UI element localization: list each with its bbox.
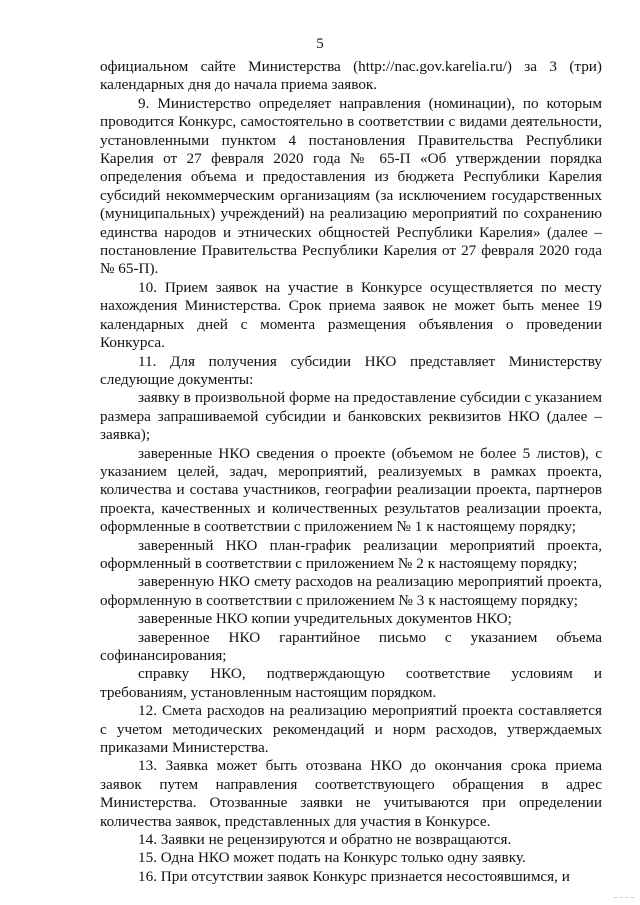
document-body [100, 58, 602, 886]
list-item-application: заявку в произвольной форме на предоставление субсидии с указанием размера запрашиваемой субсидии и банковских реквизитов НКО (далее – заявка); [100, 389, 602, 444]
scan-artifact [614, 897, 634, 901]
paragraph-10: 10. Прием заявок на участие в Конкурсе осуществляется по месту нахождения Министерства. Срок приема заявок не может быть менее 19 календарных дней с момента размещения объявления о проведении Конкурса. [100, 278, 602, 352]
paragraph-11: 11. Для получения субсидии НКО представляет Министерству следующие документы: [100, 352, 602, 388]
list-item-project-info: заверенные НКО сведения о проекте (объемом не более 5 листов), с указанием целей, задач, мероприятий, реализуемых в рамках проекта, количества и состава участников, географии реализации проекта, партнеров проекта, качественных и количественных результатов реализации проекта, оформленные в соответствии с приложением № 1 к настоящему порядку; [100, 444, 602, 536]
paragraph-8-continuation: официальном сайте Министерства (http://nac.gov.karelia.ru/) за 3 (три) календарных дня до начала приема заявок. [100, 58, 602, 94]
list-item-guarantee-letter: заверенное НКО гарантийное письмо с указанием объема софинансирования; [100, 628, 602, 664]
page-number: 5 [316, 36, 324, 52]
paragraph-9: 9. Министерство определяет направления (номинации), по которым проводится Конкурс, самостоятельно в соответствии с видами деятельности, установленными пунктом 4 постановления Правительства Республики Карелия от 27 февраля 2020 года № 65-П «Об утверждении порядка определения объема и предоставления из бюджета Республики Карелия субсидий некоммерческим организациям (за исключением государственных (муниципальных) учреждений) на реализацию мероприятий по сохранению единства народов и этнических общностей Республики Карелия» (далее – постановление Правительства Республики Карелия от 27 февраля 2020 года № 65-П). [100, 94, 602, 278]
paragraph-15: 15. Одна НКО может подать на Конкурс только одну заявку. [138, 849, 526, 867]
list-item-founding-documents: заверенные НКО копии учредительных документов НКО; [138, 610, 512, 628]
paragraph-13: 13. Заявка может быть отозвана НКО до окончания срока приема заявок путем направления соответствующего обращения в адрес Министерства. Отозванные заявки не учитываются при определении количества заявок, представленных для участия в Конкурсе. [100, 757, 602, 830]
list-item-budget-estimate: заверенную НКО смету расходов на реализацию мероприятий проекта, оформленную в соответствии с приложением № 3 к настоящему порядку; [100, 573, 602, 609]
list-item-schedule: заверенный НКО план-график реализации мероприятий проекта, оформленный в соответствии с приложением № 2 к настоящему порядку; [100, 536, 602, 572]
paragraph-12: 12. Смета расходов на реализацию мероприятий проекта составляется с учетом методических рекомендаций и норм расходов, утверждаемых приказами Министерства. [100, 702, 602, 757]
paragraph-16: 16. При отсутствии заявок Конкурс признается несостоявшимся, и [138, 867, 570, 885]
paragraph-14: 14. Заявки не рецензируются и обратно не возвращаются. [138, 831, 512, 849]
list-item-compliance-certificate: справку НКО, подтверждающую соответствие условиям и требованиям, установленным настоящим порядком. [100, 665, 602, 701]
